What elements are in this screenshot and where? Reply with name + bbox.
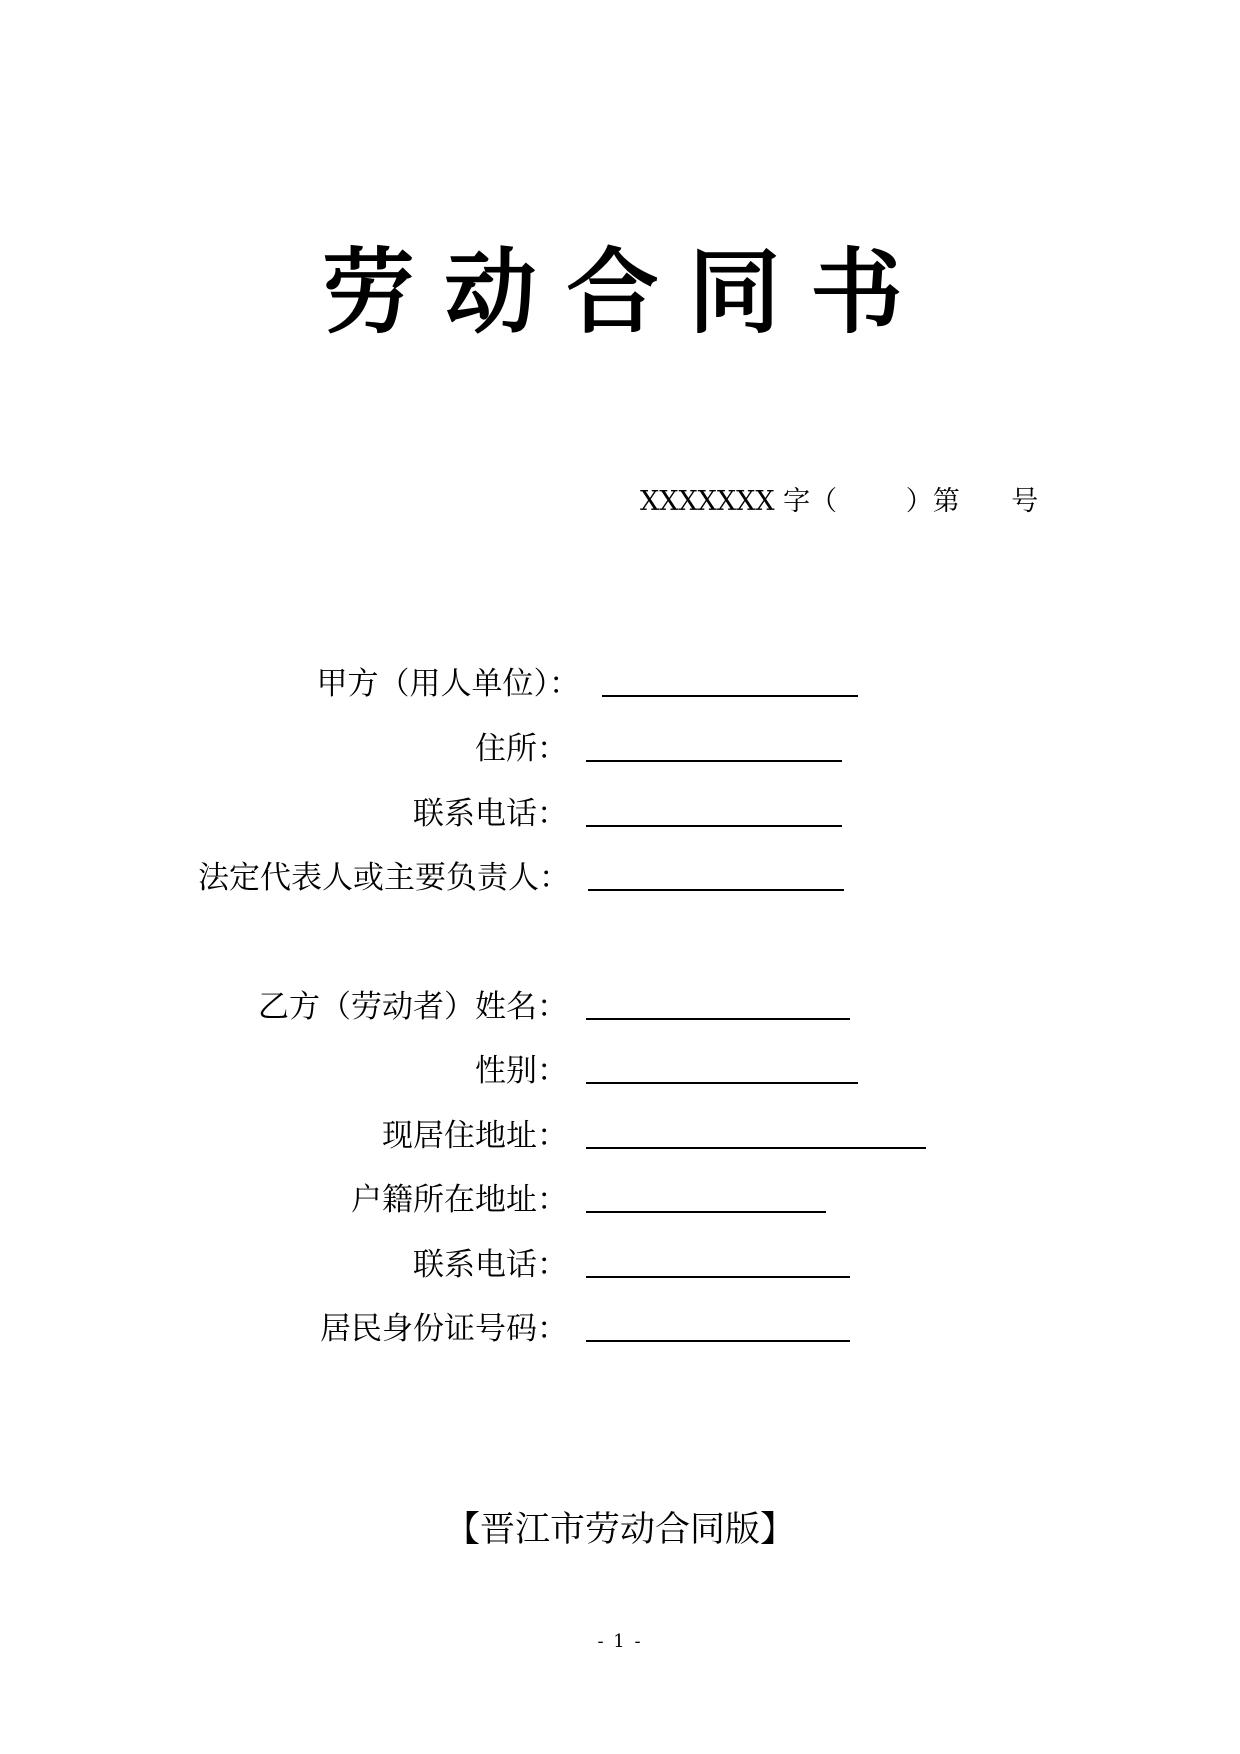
party-b-id-number-label: 居民身份证号码： [320,1311,568,1347]
party-b-current-address-row [0,1114,568,1158]
party-a-phone-row [0,792,568,836]
party-b-id-number-field[interactable] [586,1340,850,1342]
party-b-id-number-row [0,1307,568,1351]
party-a-representative-label: 法定代表人或主要负责人： [198,860,570,896]
party-a-representative-row [0,856,570,900]
party-a-representative-field[interactable] [588,889,844,891]
party-b-name-label: 乙方（劳动者）姓名： [258,989,568,1025]
party-b-phone-label: 联系电话： [413,1247,568,1283]
party-b-name-field[interactable] [586,1018,850,1020]
party-b-phone-field[interactable] [586,1276,850,1278]
party-a-address-row [0,727,568,771]
party-a-name-row [0,662,580,706]
document-title: 劳动合同书 [322,239,933,346]
party-b-household-address-row [0,1178,568,1222]
party-b-current-address-field[interactable] [586,1147,926,1149]
party-b-household-address-field[interactable] [586,1211,826,1213]
party-b-current-address-label: 现居住地址： [382,1118,568,1154]
party-b-gender-row [0,1049,568,1093]
party-b-phone-row [0,1243,568,1287]
party-a-name-label: 甲方（用人单位）： [316,666,580,702]
party-b-gender-field[interactable] [586,1082,858,1084]
party-a-address-field[interactable] [586,760,842,762]
party-a-phone-field[interactable] [586,825,842,827]
party-a-address-label: 住所： [475,731,568,767]
party-b-name-row [0,985,568,1029]
page-number: - 1 - [597,1631,643,1652]
party-b-gender-label: 性别： [475,1053,568,1089]
party-a-phone-label: 联系电话： [413,796,568,832]
edition-label: 【晋江市劳动合同版】 [444,1510,795,1550]
party-b-household-address-label: 户籍所在地址： [351,1182,568,1218]
document-number: XXXXXXX 字（ ）第 号 [640,486,1039,517]
party-a-name-field[interactable] [602,695,858,697]
